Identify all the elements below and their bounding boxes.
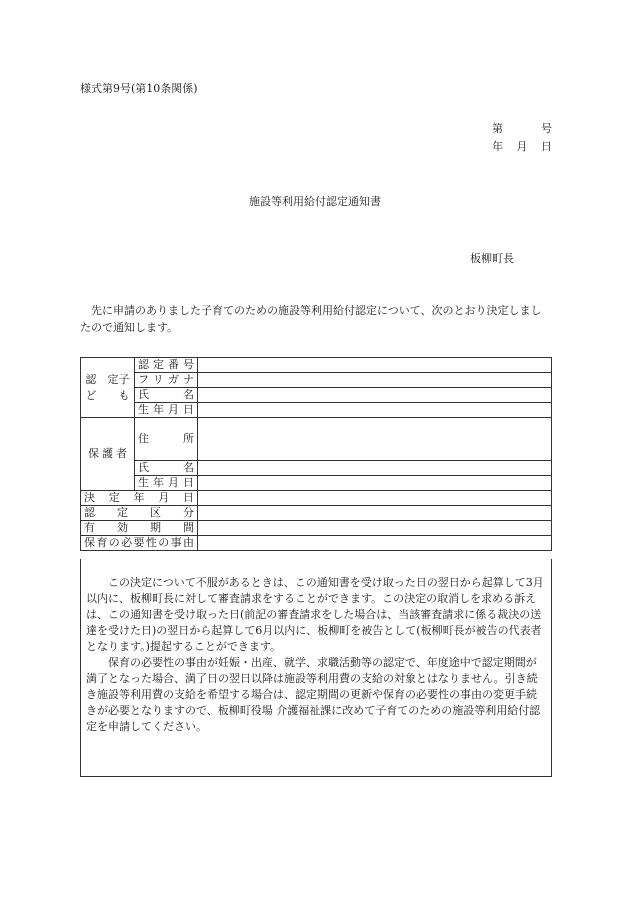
- child-name-label: 氏 名: [135, 388, 198, 403]
- valid-period-label: 有 効 期 間: [81, 521, 198, 536]
- guardian-name-value[interactable]: [198, 461, 552, 476]
- decision-date-label: 決 定 年 月 日: [81, 491, 198, 506]
- renewal-notice: 保育の必要性の事由が妊娠・出産、就学、求職活動等の認定で、年度途中で認定期間が満了となった場合、満了日の翌日以降は施設等利用費の支給の対象とはなりません。引き続き施設等利用費の支給を希望する場合は、認定期間の更新や保育の必要性の事由の変更手続きが必要となりますので、板柳町役場 介護福祉課に改めて子育てのための施設等利用給付認定を申請してください。: [86, 656, 541, 733]
- cert-class-label: 認 定 区 分: [81, 506, 198, 521]
- child-birthdate-label: 生年月日: [135, 403, 198, 418]
- document-title: 施設等利用給付認定通知書: [249, 195, 381, 208]
- number-suffix: 号: [541, 122, 552, 135]
- notes-box: [80, 559, 552, 777]
- certification-table: [80, 357, 552, 551]
- cert-class-value[interactable]: [198, 506, 552, 521]
- furigana-value[interactable]: [198, 373, 552, 388]
- guardian-address-value[interactable]: [198, 418, 552, 461]
- cert-number-label: 認定番号: [135, 358, 198, 373]
- cert-number-value[interactable]: [198, 358, 552, 373]
- need-reason-label: 保育の必要性の事由: [81, 536, 198, 551]
- child-name-value[interactable]: [198, 388, 552, 403]
- issuer-name: 板柳町長: [470, 252, 514, 265]
- form-number-label: 様式第9号(第10条関係): [80, 82, 198, 95]
- date-year: 年: [492, 140, 503, 153]
- furigana-label: フリガナ: [135, 373, 198, 388]
- intro-paragraph: 先に申請のありました子育てのための施設等利用給付認定について、次のとおり決定しましたので通知します。: [80, 304, 542, 334]
- date-day: 日: [541, 140, 552, 153]
- child-group-label: 認 定子ども: [81, 358, 135, 418]
- guardian-group-label: 保護者: [81, 418, 135, 491]
- child-birthdate-value[interactable]: [198, 403, 552, 418]
- appeal-notice: この決定について不服があるときは、この通知書を受け取った日の翌日から起算して3月以内に、板柳町長に対して審査請求をすることができます。この決定の取消しを求める訴えは、この通知書を受け取った日(前記の審査請求をした場合は、当該審査請求に係る裁決の送達を受けた日)の翌日から起算して6月以内に、板柳町を被告として(板柳町長が被告の代表者となります。)提起することができます。: [86, 576, 544, 653]
- decision-date-value[interactable]: [198, 491, 552, 506]
- valid-period-value[interactable]: [198, 521, 552, 536]
- date-month: 月: [516, 140, 528, 153]
- number-prefix: 第: [492, 122, 503, 135]
- need-reason-value[interactable]: [198, 536, 552, 551]
- document-number-line: [492, 120, 552, 136]
- guardian-address-label: 住 所: [135, 418, 198, 461]
- guardian-birthdate-value[interactable]: [198, 476, 552, 491]
- guardian-name-label: 氏 名: [135, 461, 198, 476]
- document-date-line: [492, 138, 552, 154]
- guardian-birthdate-label: 生年月日: [135, 476, 198, 491]
